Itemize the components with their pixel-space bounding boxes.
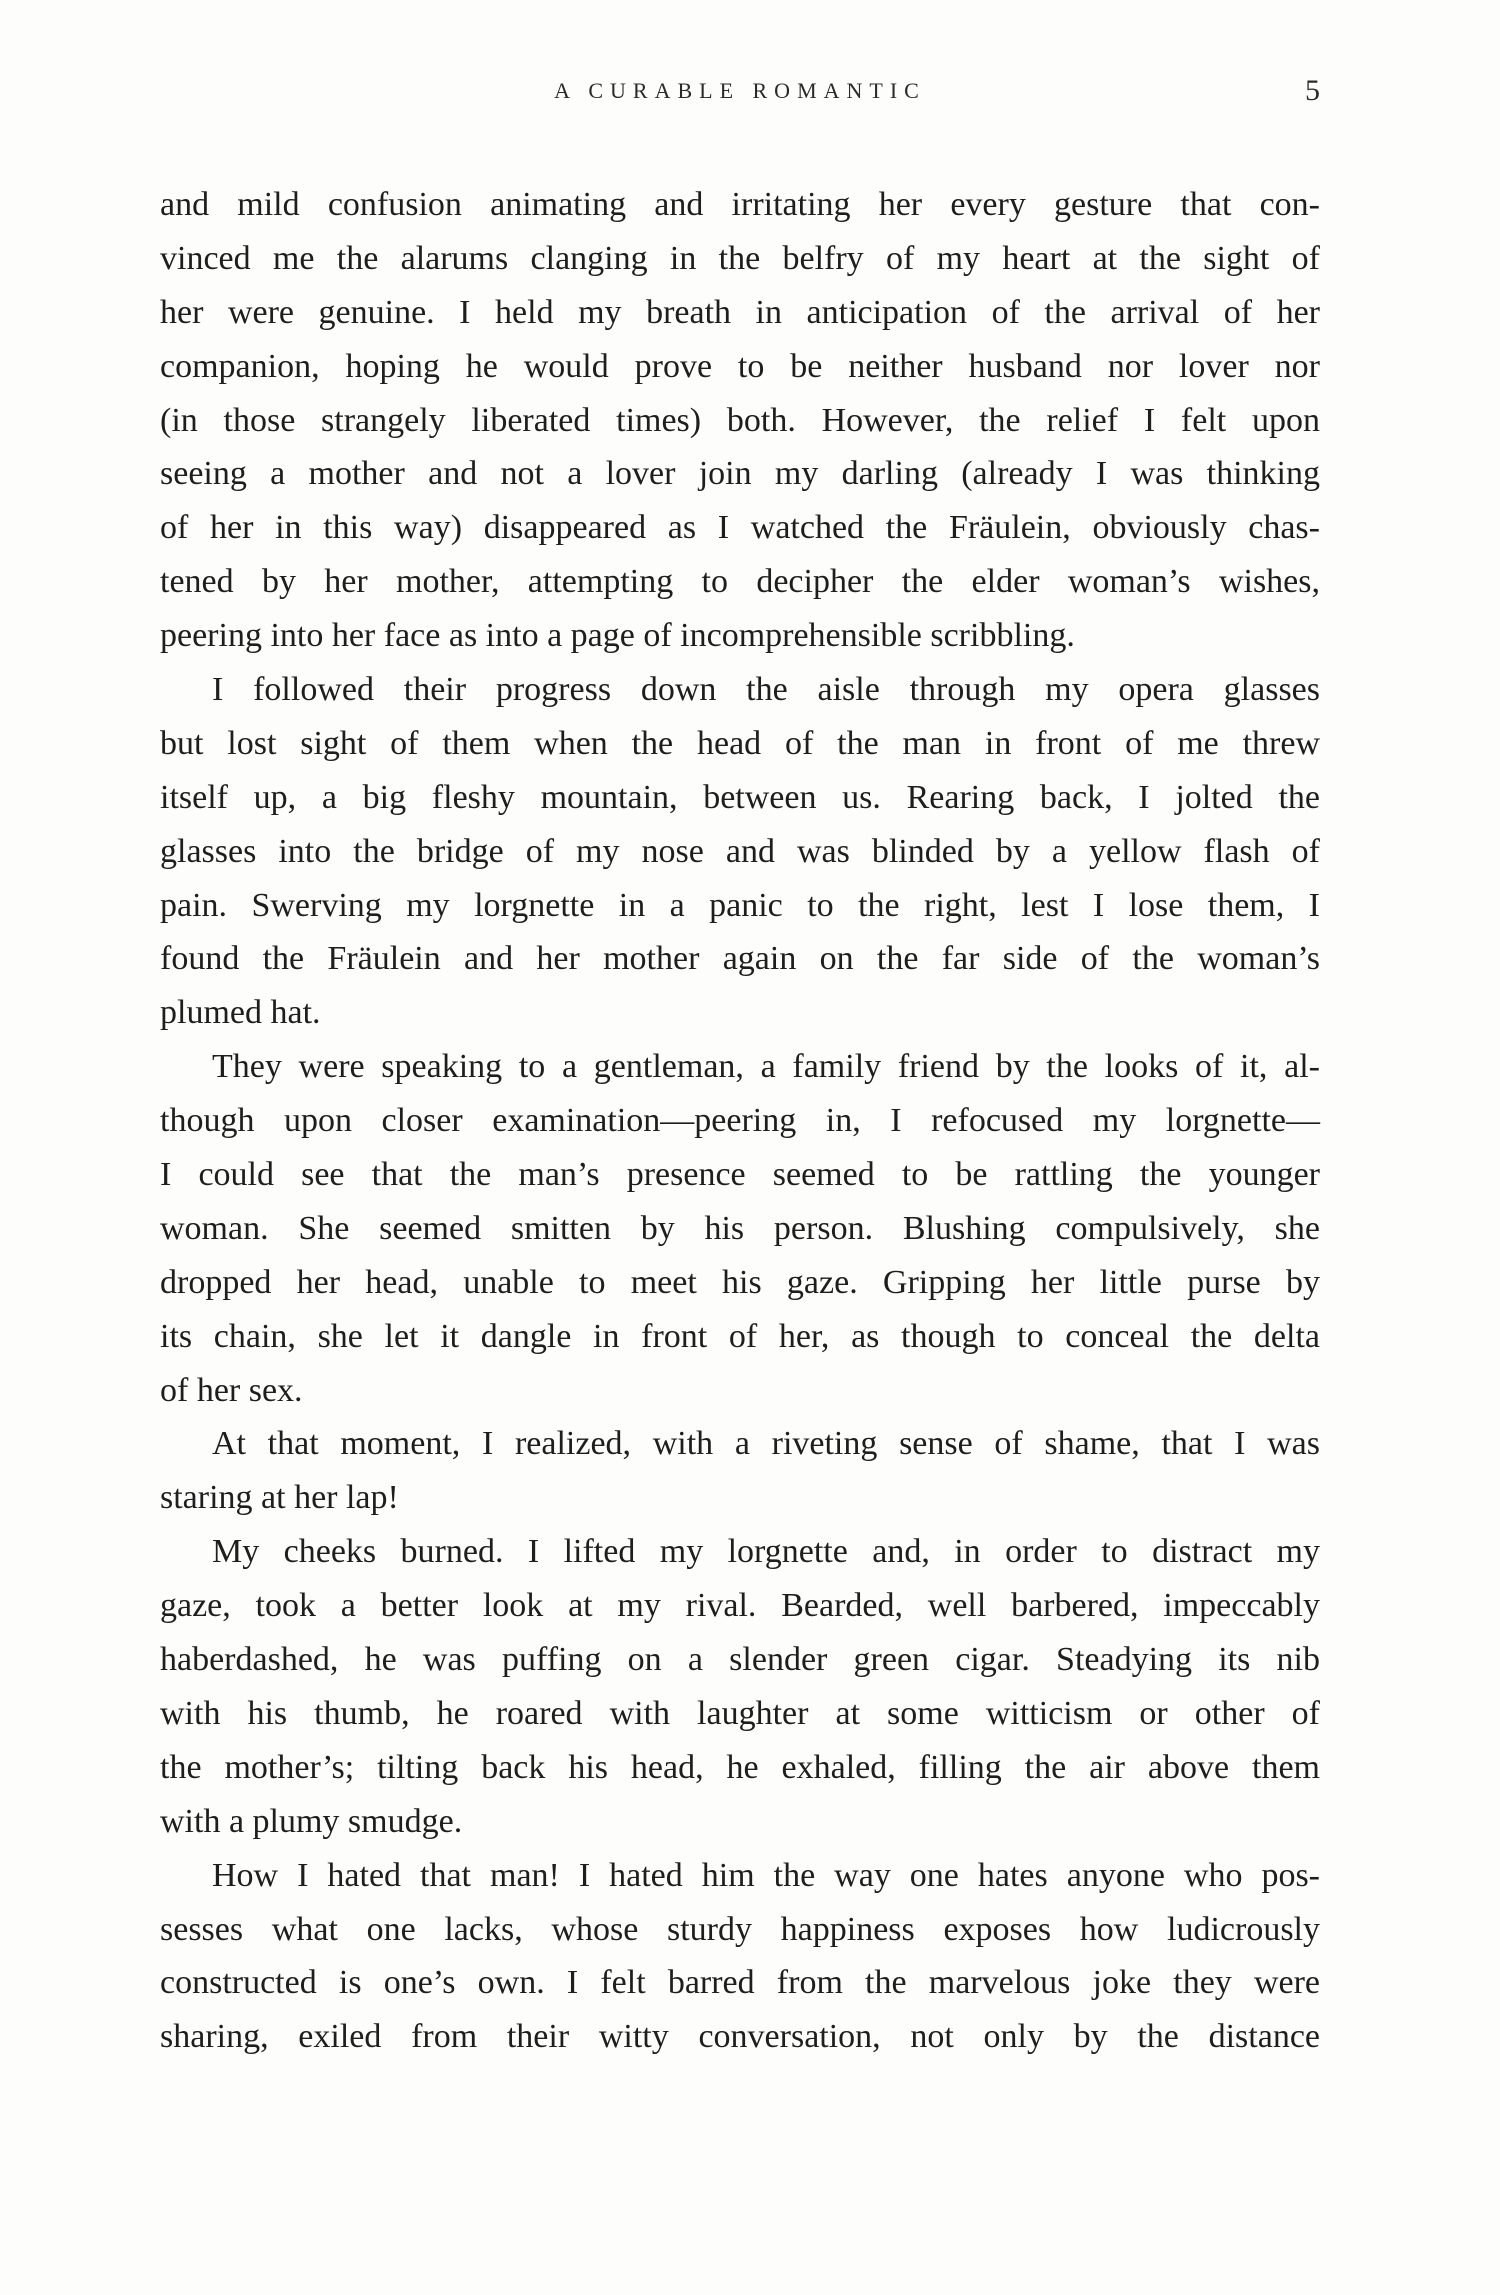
text-line: her were genuine. I held my breath in anticipation of the arrival of her <box>160 293 1320 331</box>
text-line: found the Fräulein and her mother again on the far side of the woman’s <box>160 940 1320 978</box>
running-head <box>160 74 1320 118</box>
text-line: haberdashed, he was puffing on a slender green cigar. Steadying its nib <box>160 1641 1320 1679</box>
text-line: its chain, she let it dangle in front of her, as though to conceal the delta <box>160 1317 1320 1355</box>
text-line: vinced me the alarums clanging in the belfry of my heart at the sight of <box>160 239 1320 277</box>
text-line: (in those strangely liberated times) both. However, the relief I felt upon <box>160 401 1320 439</box>
text-line: I followed their progress down the aisle through my opera glasses <box>212 671 1320 709</box>
text-line: I could see that the man’s presence seemed to be rattling the younger <box>160 1156 1320 1194</box>
body-text <box>160 178 1320 2064</box>
text-line: and mild confusion animating and irritating her every gesture that con- <box>160 186 1320 223</box>
text-line: How I hated that man! I hated him the way one hates anyone who pos- <box>212 1856 1320 1894</box>
text-line: My cheeks burned. I lifted my lorgnette and, in order to distract my <box>212 1533 1320 1571</box>
text-line: dropped her head, unable to meet his gaze. Gripping her little purse by <box>160 1263 1320 1301</box>
text-line: sesses what one lacks, whose sturdy happiness exposes how ludicrously <box>160 1910 1320 1948</box>
text-line: seeing a mother and not a lover join my darling (already I was thinking <box>160 455 1320 493</box>
text-line: though upon closer examination—peering in, I refocused my lorgnette— <box>160 1102 1320 1140</box>
text-line: peering into her face as into a page of incomprehensible scribbling. <box>160 617 1075 655</box>
text-line: of her in this way) disappeared as I watched the Fräulein, obviously chas- <box>160 509 1320 547</box>
text-line: They were speaking to a gentleman, a family friend by the looks of it, al- <box>212 1048 1320 1086</box>
text-line: At that moment, I realized, with a riveting sense of shame, that I was <box>212 1425 1320 1463</box>
text-line: with a plumy smudge. <box>160 1802 463 1840</box>
text-line: glasses into the bridge of my nose and was blinded by a yellow flash of <box>160 832 1320 870</box>
text-line: sharing, exiled from their witty conversation, not only by the distance <box>160 2018 1320 2056</box>
text-line: pain. Swerving my lorgnette in a panic to the right, lest I lose them, I <box>160 886 1320 924</box>
text-line: woman. She seemed smitten by his person. Blushing compulsively, she <box>160 1209 1320 1247</box>
text-line: staring at her lap! <box>160 1479 399 1517</box>
text-line: of her sex. <box>160 1371 303 1409</box>
text-line: itself up, a big fleshy mountain, between us. Rearing back, I jolted the <box>160 778 1320 816</box>
text-line: constructed is one’s own. I felt barred from the marvelous joke they were <box>160 1964 1320 2002</box>
text-line: gaze, took a better look at my rival. Bearded, well barbered, impeccably <box>160 1587 1320 1625</box>
running-title: A CURABLE ROMANTIC <box>554 78 926 103</box>
text-line: tened by her mother, attempting to decipher the elder woman’s wishes, <box>160 563 1320 601</box>
text-line: plumed hat. <box>160 994 321 1032</box>
text-line: companion, hoping he would prove to be neither husband nor lover nor <box>160 347 1320 385</box>
page-number: 5 <box>1305 74 1320 107</box>
text-line: but lost sight of them when the head of the man in front of me threw <box>160 724 1320 762</box>
text-line: with his thumb, he roared with laughter at some witticism or other of <box>160 1694 1320 1732</box>
text-line: the mother’s; tilting back his head, he exhaled, filling the air above them <box>160 1748 1320 1786</box>
